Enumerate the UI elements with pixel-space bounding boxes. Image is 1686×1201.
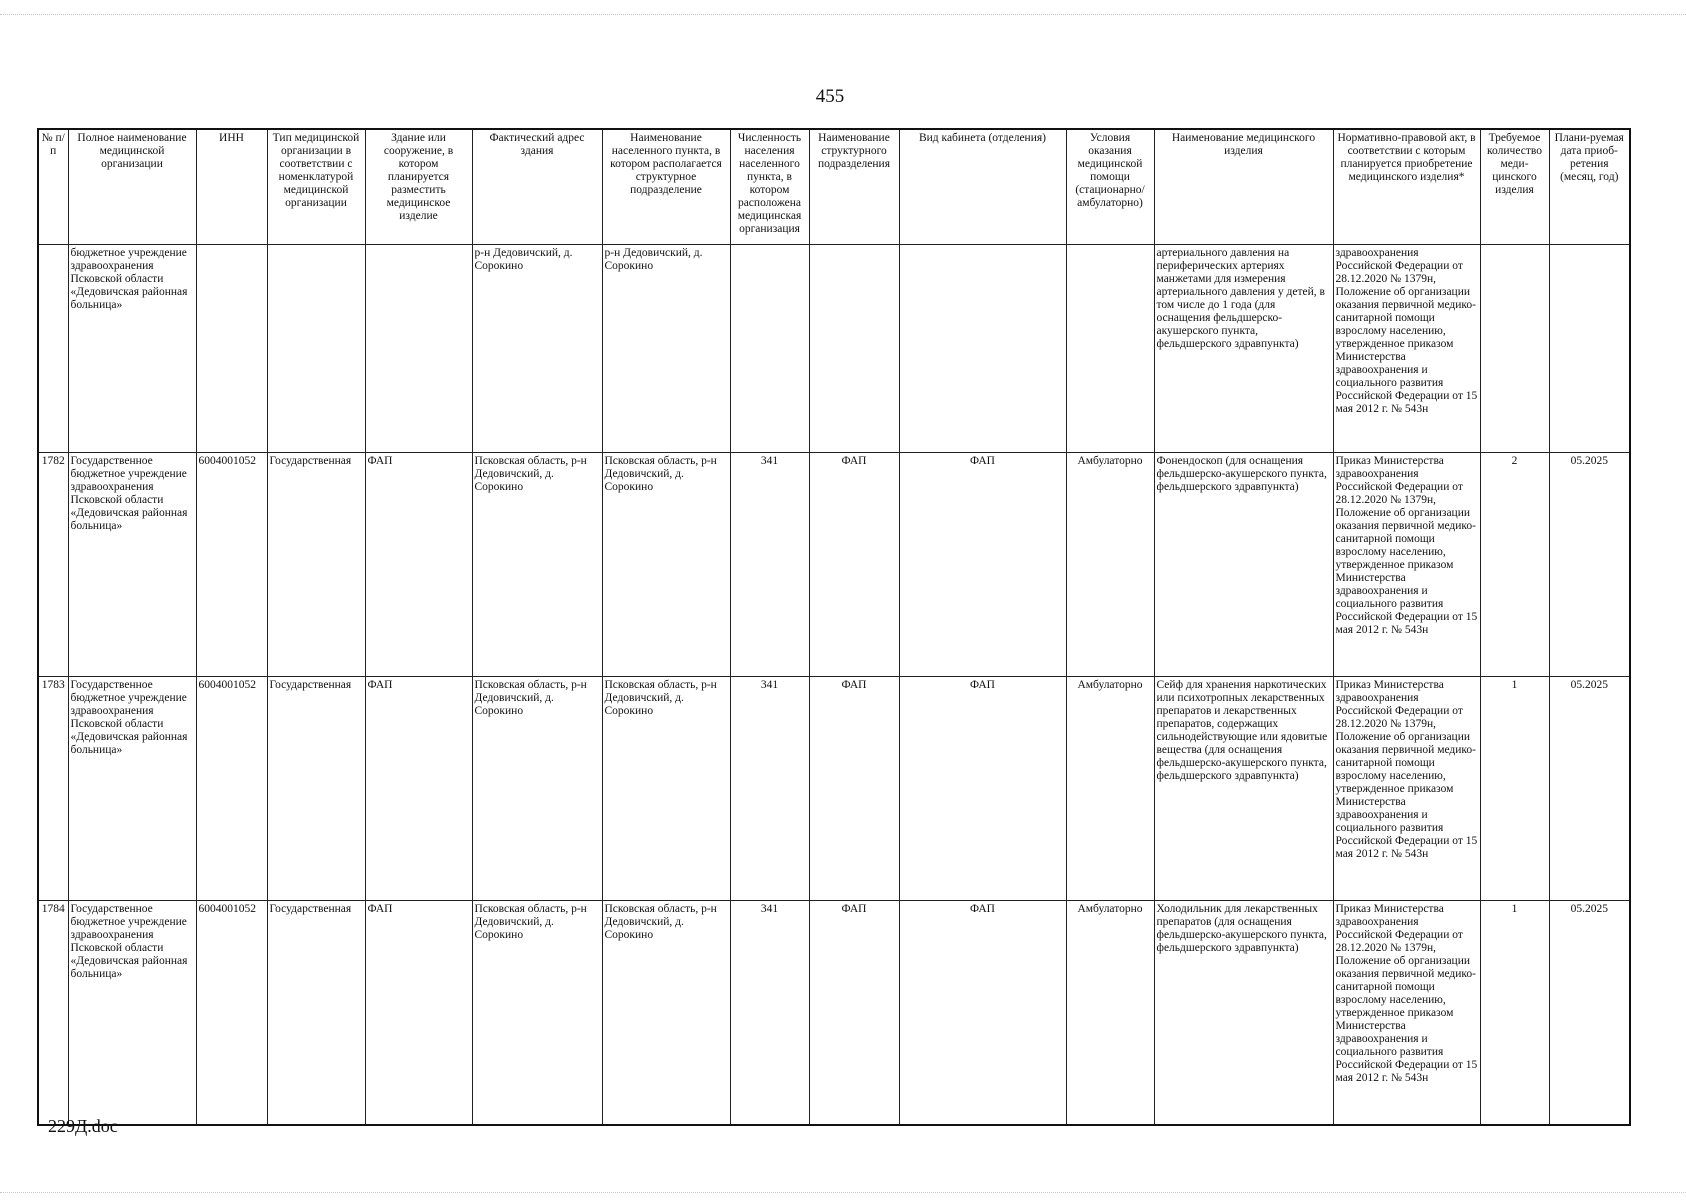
cell-act: Приказ Министерства здравоохранения Российской Федерации от 28.12.2020 № 1379н, Положение об организации оказания первичной медико-санитарной помощи взрослому населению, утвержденное приказом Министерства здравоохранения и социального развития Российской Федерации от 15 мая 2012 г. № 543н — [1333, 677, 1480, 901]
header-org: Полное наименование медицинской организации — [68, 129, 196, 245]
cell-org: Государственное бюджетное учреждение здравоохранения Псковской области «Дедовичская районная больница» — [68, 901, 196, 1126]
header-date: Плани-руемая дата приоб-ретения (месяц, год) — [1549, 129, 1630, 245]
page-number: 455 — [815, 86, 845, 107]
cell-type: Государственная — [267, 677, 365, 901]
cell-act: Приказ Министерства здравоохранения Российской Федерации от 28.12.2020 № 1379н, Положение об организации оказания первичной медико-санитарной помощи взрослому населению, утвержденное приказом Министерства здравоохранения и социального развития Российской Федерации от 15 мая 2012 г. № 543н — [1333, 453, 1480, 677]
table-row — [38, 453, 1630, 677]
cell-type: Государственная — [267, 901, 365, 1126]
cell-address: р-н Дедовичский, д. Сорокино — [472, 245, 602, 453]
cell-population: 341 — [730, 453, 809, 677]
cell-date: 05.2025 — [1549, 677, 1630, 901]
cell-device: Сейф для хранения наркотических или психотропных лекарственных препаратов и лекарственных препаратов, содержащих сильнодействующие или ядовитые вещества (для оснащения фельдшерско-акушерского пункта, фельдшерского здравпункта) — [1154, 677, 1333, 901]
cell-conditions — [1066, 245, 1154, 453]
cell-device: Фонендоскоп (для оснащения фельдшерско-акушерского пункта, фельдшерского здравпункта) — [1154, 453, 1333, 677]
cell-type: Государственная — [267, 453, 365, 677]
cell-population — [730, 245, 809, 453]
header-type: Тип медицинской организации в соответствии с номенклатурой медицинской организации — [267, 129, 365, 245]
cell-inn: 6004001052 — [196, 677, 267, 901]
cell-building: ФАП — [365, 677, 472, 901]
cell-address: Псковская область, р-н Дедовичский, д. Сорокино — [472, 677, 602, 901]
cell-qty: 2 — [1480, 453, 1549, 677]
cell-act: Приказ Министерства здравоохранения Российской Федерации от 28.12.2020 № 1379н, Положение об организации оказания первичной медико-санитарной помощи взрослому населению, утвержденное приказом Министерства здравоохранения и социального развития Российской Федерации от 15 мая 2012 г. № 543н — [1333, 901, 1480, 1126]
cell-qty: 1 — [1480, 901, 1549, 1126]
cell-address: Псковская область, р-н Дедовичский, д. Сорокино — [472, 453, 602, 677]
cell-cabinet: ФАП — [899, 677, 1066, 901]
table-row — [38, 677, 1630, 901]
cell-num: 1784 — [38, 901, 68, 1126]
header-qty: Требуемое количество меди-цинского изделия — [1480, 129, 1549, 245]
equipment-table — [37, 128, 1631, 1126]
cell-inn: 6004001052 — [196, 453, 267, 677]
header-conditions: Условия оказания медицинской помощи (стационарно/ амбулаторно) — [1066, 129, 1154, 245]
cell-conditions: Амбулаторно — [1066, 453, 1154, 677]
header-inn: ИНН — [196, 129, 267, 245]
table-row — [38, 245, 1630, 453]
cell-org: бюджетное учреждение здравоохранения Псковской области «Дедовичская районная больница» — [68, 245, 196, 453]
cell-org: Государственное бюджетное учреждение здравоохранения Псковской области «Дедовичская районная больница» — [68, 453, 196, 677]
cell-cabinet: ФАП — [899, 901, 1066, 1126]
cell-building: ФАП — [365, 453, 472, 677]
cell-num — [38, 245, 68, 453]
cell-date — [1549, 245, 1630, 453]
cell-inn: 6004001052 — [196, 901, 267, 1126]
scan-edge-top — [0, 0, 1686, 15]
cell-cabinet — [899, 245, 1066, 453]
cell-settlement: Псковская область, р-н Дедовичский, д. Сорокино — [602, 901, 730, 1126]
cell-division: ФАП — [809, 901, 899, 1126]
header-population: Численность населения населенного пункта, в котором расположена медицинская организация — [730, 129, 809, 245]
cell-division: ФАП — [809, 453, 899, 677]
cell-division: ФАП — [809, 677, 899, 901]
cell-qty — [1480, 245, 1549, 453]
header-cabinet: Вид кабинета (отделения) — [899, 129, 1066, 245]
cell-settlement: р-н Дедовичский, д. Сорокино — [602, 245, 730, 453]
cell-division — [809, 245, 899, 453]
file-name: 229Д.doc — [48, 1116, 118, 1136]
header-building: Здание или сооружение, в котором планируется разместить медицинское изделие — [365, 129, 472, 245]
cell-org: Государственное бюджетное учреждение здравоохранения Псковской области «Дедовичская районная больница» — [68, 677, 196, 901]
header-num: № п/п — [38, 129, 68, 245]
cell-inn — [196, 245, 267, 453]
header-division: Наименование структурного подразделения — [809, 129, 899, 245]
cell-device: артериального давления на периферических артериях манжетами для измерения артериального давления у детей, в том числе до 1 года (для оснащения фельдшерско-акушерского пункта, фельдшерского здравпункта) — [1154, 245, 1333, 453]
cell-settlement: Псковская область, р-н Дедовичский, д. Сорокино — [602, 677, 730, 901]
table-row — [38, 901, 1630, 1126]
cell-device: Холодильник для лекарственных препаратов (для оснащения фельдшерско-акушерского пункта, фельдшерского здравпункта) — [1154, 901, 1333, 1126]
cell-qty: 1 — [1480, 677, 1549, 901]
cell-population: 341 — [730, 901, 809, 1126]
cell-act: здравоохранения Российской Федерации от 28.12.2020 № 1379н, Положение об организации оказания первичной медико-санитарной помощи взрослому населению, утвержденное приказом Министерства здравоохранения и социального развития Российской Федерации от 15 мая 2012 г. № 543н — [1333, 245, 1480, 453]
header-device: Наименование медицинского изделия — [1154, 129, 1333, 245]
cell-num: 1783 — [38, 677, 68, 901]
cell-address: Псковская область, р-н Дедовичский, д. Сорокино — [472, 901, 602, 1126]
table-header-row — [38, 129, 1630, 245]
header-settlement: Наименование населенного пункта, в котором располагается структурное подразделение — [602, 129, 730, 245]
cell-building — [365, 245, 472, 453]
cell-settlement: Псковская область, р-н Дедовичский, д. Сорокино — [602, 453, 730, 677]
header-act: Нормативно-правовой акт, в соответствии с которым планируется приобретение медицинского изделия* — [1333, 129, 1480, 245]
cell-conditions: Амбулаторно — [1066, 901, 1154, 1126]
cell-population: 341 — [730, 677, 809, 901]
cell-conditions: Амбулаторно — [1066, 677, 1154, 901]
cell-date: 05.2025 — [1549, 453, 1630, 677]
cell-date: 05.2025 — [1549, 901, 1630, 1126]
cell-cabinet: ФАП — [899, 453, 1066, 677]
cell-num: 1782 — [38, 453, 68, 677]
cell-type — [267, 245, 365, 453]
cell-building: ФАП — [365, 901, 472, 1126]
header-address: Фактический адрес здания — [472, 129, 602, 245]
